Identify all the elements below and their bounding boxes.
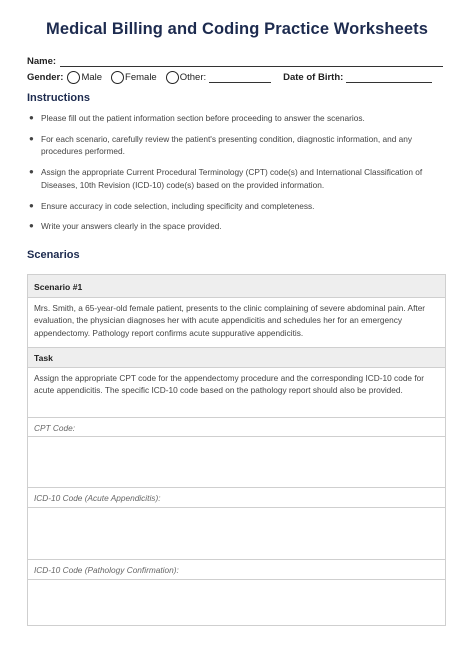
list-item (27, 133, 447, 158)
gender-option-other[interactable] (166, 71, 206, 84)
icd10-acute-label: ICD-10 Code (Acute Appendicitis): (28, 488, 445, 508)
list-item (27, 112, 447, 124)
gender-dob-row (27, 68, 432, 86)
instruction-text: Assign the appropriate Current Procedural Terminology (CPT) code(s) and International Classification of Diseases, 10th Revision (ICD-10) code(s) based on the provided information. (41, 167, 423, 190)
name-label: Name: (27, 56, 57, 67)
icd10-acute-answer-field[interactable] (28, 508, 445, 560)
other-radio[interactable] (166, 71, 179, 84)
dob-field[interactable] (346, 72, 432, 83)
male-radio[interactable] (67, 71, 80, 84)
gender-option-female[interactable] (111, 71, 157, 84)
instruction-text: Write your answers clearly in the space provided. (41, 221, 222, 232)
gender-label: Gender: (27, 71, 64, 83)
scenario-description: Mrs. Smith, a 65-year-old female patient, presents to the clinic complaining of severe abdominal pain. After evaluation, the physician diagnoses her with acute appendicitis and schedules her for an emergency appendectomy. Pathology report confirms acute suppurative appendicitis. (28, 298, 445, 348)
scenario-table (27, 274, 446, 626)
list-item (27, 200, 447, 212)
name-row (27, 56, 443, 67)
female-label: Female (125, 71, 157, 83)
list-item (27, 220, 447, 232)
name-field[interactable] (60, 56, 443, 67)
bullet-icon: ● (29, 167, 34, 177)
female-radio[interactable] (111, 71, 124, 84)
task-text: Assign the appropriate CPT code for the appendectomy procedure and the corresponding ICD-10 code for acute appendicitis. The specific ICD-10 code based on the pathology report should also be provided. (28, 368, 445, 418)
instructions-heading: Instructions (27, 92, 90, 104)
page-title: Medical Billing and Coding Practice Worksheets (45, 20, 429, 38)
male-label: Male (81, 71, 103, 83)
icd10-pathology-label: ICD-10 Code (Pathology Confirmation): (28, 560, 445, 580)
cpt-code-label: CPT Code: (28, 418, 445, 437)
instruction-text: Ensure accuracy in code selection, including specificity and completeness. (41, 200, 315, 211)
icd10-pathology-answer-field[interactable] (28, 580, 445, 625)
scenario-title: Scenario #1 (28, 275, 445, 298)
bullet-icon: ● (29, 113, 34, 122)
bullet-icon: ● (29, 133, 34, 143)
dob-label: Date of Birth: (283, 71, 344, 83)
scenarios-heading: Scenarios (27, 249, 80, 261)
task-label: Task (28, 348, 445, 368)
instruction-text: For each scenario, carefully review the patient's presenting condition, diagnostic information, and any procedures performed. (41, 133, 413, 157)
instruction-text: Please fill out the patient information section before proceeding to answer the scenarios. (41, 113, 365, 123)
bullet-icon: ● (29, 221, 34, 231)
gender-option-male[interactable] (67, 71, 102, 84)
list-item (27, 166, 447, 191)
cpt-code-answer-field[interactable] (28, 437, 445, 488)
instructions-list (27, 112, 447, 241)
other-gender-field[interactable] (209, 72, 271, 83)
other-label: Other: (179, 71, 207, 83)
bullet-icon: ● (29, 200, 34, 210)
